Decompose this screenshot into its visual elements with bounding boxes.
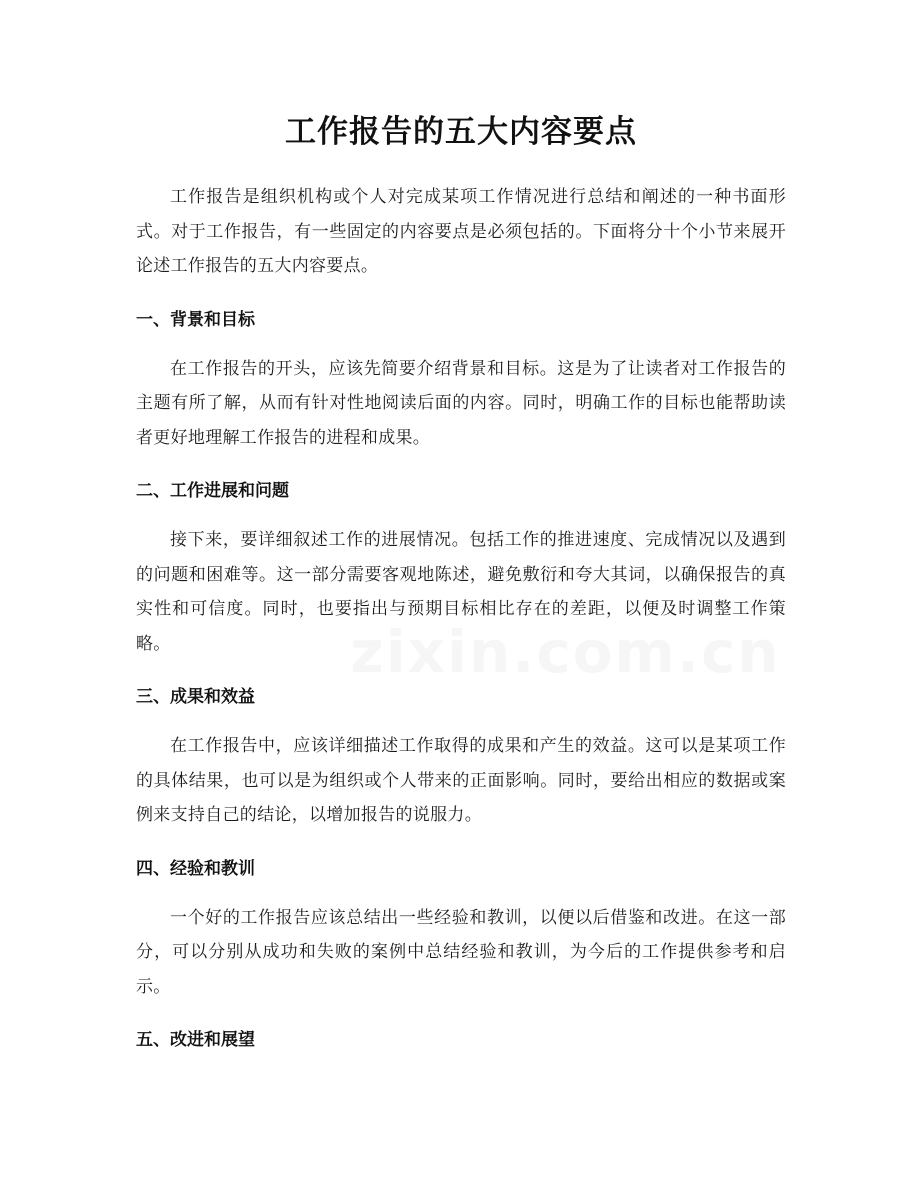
- section-body-background: 在工作报告的开头，应该先简要介绍背景和目标。这是为了让读者对工作报告的主题有所了解，从而有针对性地阅读后面的内容。同时，明确工作的目标也能帮助读者更好地理解工作报告的进程和成果。: [136, 358, 786, 448]
- section-body-results: 在工作报告中，应该详细描述工作取得的成果和产生的效益。这可以是某项工作的具体结果，也可以是为组织或个人带来的正面影响。同时，要给出相应的数据或案例来支持自己的结论，以增加报告的说服力。: [136, 736, 786, 825]
- section-heading-progress: 二、工作进展和问题: [136, 481, 289, 501]
- intro-paragraph: 工作报告是组织机构或个人对完成某项工作情况进行总结和阐述的一种书面形式。对于工作报告，有一些固定的内容要点是必须包括的。下面将分十个小节来展开论述工作报告的五大内容要点。: [136, 187, 786, 276]
- document-title: 工作报告的五大内容要点: [285, 114, 637, 150]
- section-body-lessons: 一个好的工作报告应该总结出一些经验和教训，以便以后借鉴和改进。在这一部分，可以分别从成功和失败的案例中总结经验和教训，为今后的工作提供参考和启示。: [136, 907, 786, 997]
- section-heading-background: 一、背景和目标: [136, 309, 255, 330]
- section-heading-lessons: 四、经验和教训: [136, 858, 255, 879]
- section-heading-results: 三、成果和效益: [136, 687, 255, 707]
- section-heading-outlook: 五、改进和展望: [136, 1030, 255, 1050]
- section-body-progress: 接下来，要详细叙述工作的进展情况。包括工作的推进速度、完成情况以及遇到的问题和困难等。这一部分需要客观地陈述，避免敷衍和夸大其词，以确保报告的真实性和可信度。同时，也要指出与预期目标相比存在的差距，以便及时调整工作策略。: [136, 530, 786, 654]
